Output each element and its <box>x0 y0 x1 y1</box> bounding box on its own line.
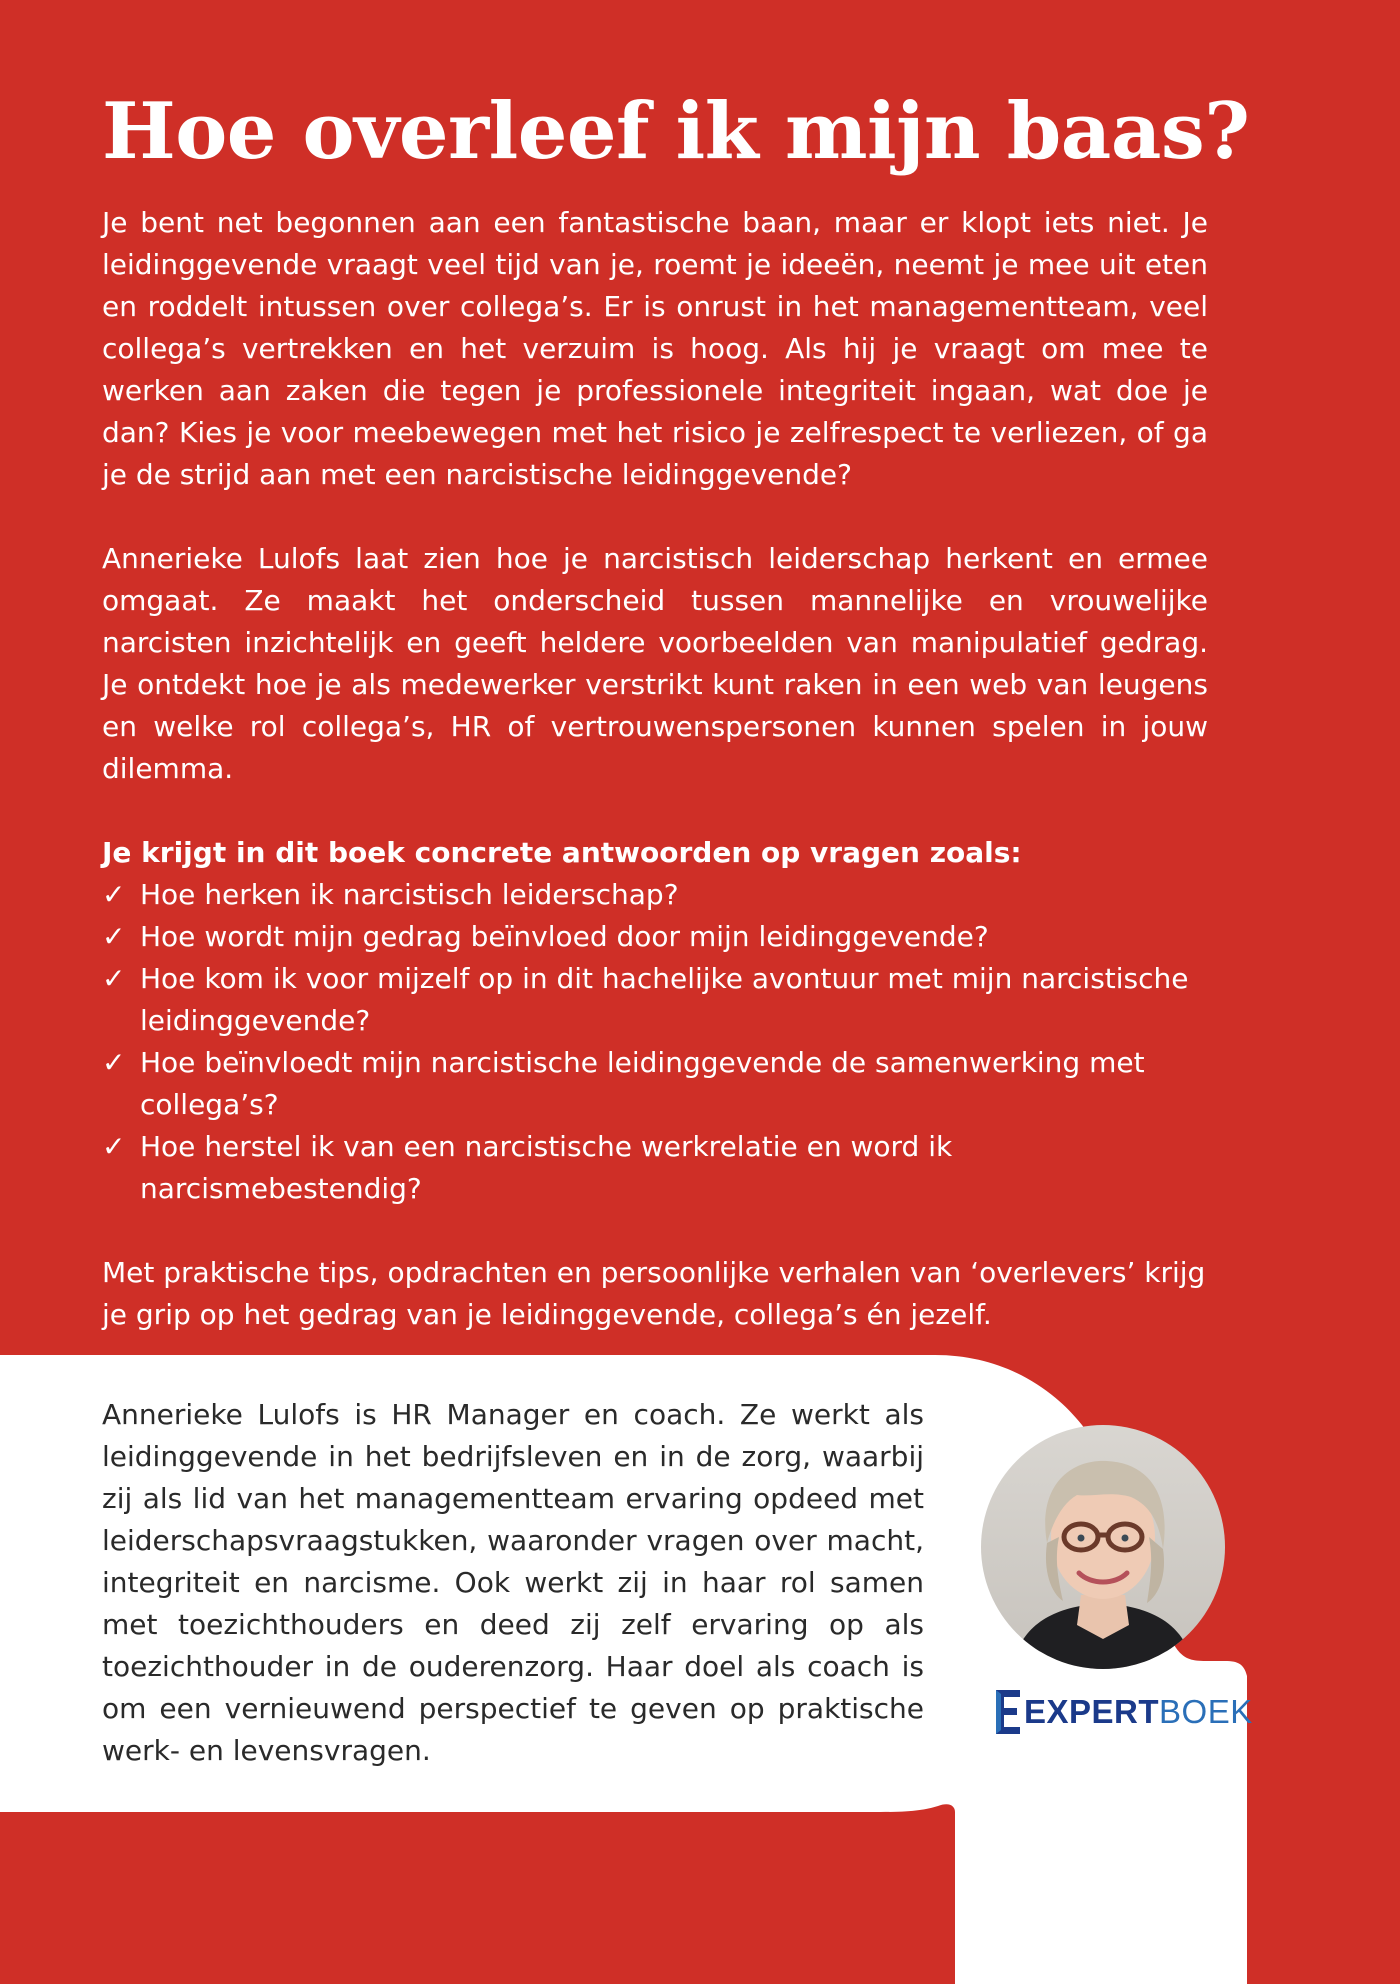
list-heading: Je krijgt in dit boek concrete antwoorden op vragen zoals: <box>102 836 1022 869</box>
publisher-logo-mark-icon <box>992 1688 1022 1736</box>
book-title: Hoe overleef ik mijn baas? <box>102 86 1250 177</box>
publisher-logo-text-boek: BOEK <box>1159 1693 1253 1730</box>
question-text: Hoe wordt mijn gedrag beïnvloed door mijn leidinggevende? <box>140 920 989 953</box>
publisher-logo-text-expert: EXPERT <box>1024 1693 1160 1730</box>
question-text: Hoe herstel ik van een narcistische werkrelatie en word ik narcismebestendig? <box>140 1130 953 1205</box>
intro-paragraph: Je bent net begonnen aan een fantastische baan, maar er klopt iets niet. Je leidinggevende vraagt veel tijd van je, roemt je ideeën, neemt je mee uit eten en roddelt intussen over collega’s. Er is onrust in het managementteam, veel collega’s vertrekken en het verzuim is hoog. Als hij je vraagt om mee te werken aan zaken die tegen je professionele integriteit ingaan, wat doe je dan? Kies je voor meebewegen met het risico je zelfrespect te verliezen, of ga je de strijd aan met een narcistische leidinggevende? <box>102 206 1208 491</box>
question-text: Hoe kom ik voor mijzelf op in dit hachelijke avontuur met mijn narcistische leidinggevende? <box>140 962 1189 1037</box>
checkmark-icon: ✓ <box>102 1046 126 1079</box>
author-photo <box>981 1425 1225 1669</box>
closing-paragraph: Met praktische tips, opdrachten en persoonlijke verhalen van ‘overlevers’ krijg je grip op het gedrag van je leidinggevende, collega’s én jezelf. <box>102 1256 1206 1331</box>
question-text: Hoe beïnvloedt mijn narcistische leidinggevende de samenwerking met collega’s? <box>140 1046 1145 1121</box>
checkmark-icon: ✓ <box>102 962 126 995</box>
author-bio: Annerieke Lulofs is HR Manager en coach. Ze werkt als leidinggevende in het bedrijfsleven en in de zorg, waarbij zij als lid van het managementteam ervaring opdeed met leiderschapsvraagstukken, waaronder vragen over macht, integriteit en narcisme. Ook werkt zij in haar rol samen met toezichthouders en deed zij zelf ervaring op als toezichthouder in de ouderenzorg. Haar doel als coach is om een vernieuwend perspectief te geven op praktische werk- en levensvragen. <box>102 1398 924 1767</box>
question-text: Hoe herken ik narcistisch leiderschap? <box>140 878 679 911</box>
checkmark-icon: ✓ <box>102 920 126 953</box>
publisher-logo <box>992 1686 1253 1738</box>
checkmark-icon: ✓ <box>102 878 126 911</box>
checkmark-icon: ✓ <box>102 1130 126 1163</box>
author-portrait-illustration <box>981 1425 1225 1669</box>
description-paragraph: Annerieke Lulofs laat zien hoe je narcistisch leiderschap herkent en ermee omgaat. Ze maakt het onderscheid tussen mannelijke en vrouwelijke narcisten inzichtelijk en geeft heldere voorbeelden van manipulatief gedrag. Je ontdekt hoe je als medewerker verstrikt kunt raken in een web van leugens en welke rol collega’s, HR of vertrouwenspersonen kunnen spelen in jouw dilemma. <box>102 542 1208 785</box>
